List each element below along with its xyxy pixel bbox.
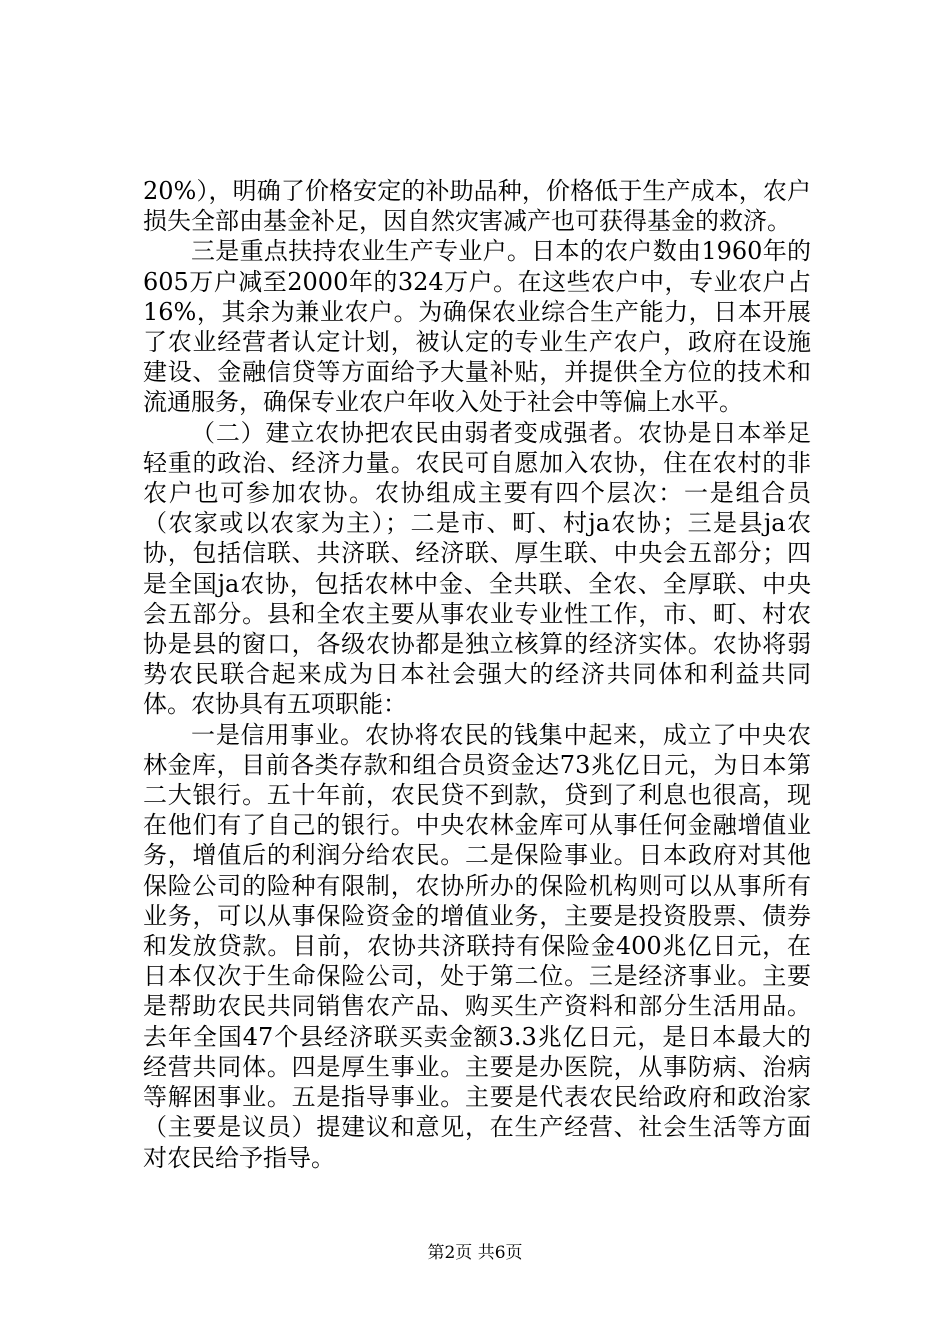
page-footer — [0, 1242, 950, 1264]
paragraph-cooperative-functions: 一是信用事业。农协将农民的钱集中起来，成立了中央农林金库，目前各类存款和组合员资金达73兆亿日元，为日本第二大银行。五十年前，农民贷不到款，贷到了利息也很高，现在他们有了自己的银行。中央农林金库可从事任何金融增值业务，增值后的利润分给农民。二是保险事业。日本政府对其他保险公司的险种有限制，农协所办的保险机构则可以从事所有业务，可以从事保险资金的增值业务，主要是投资股票、债券和发放贷款。目前，农协共济联持有保险金400兆亿日元，在日本仅次于生命保险公司，处于第二位。三是经济事业。主要是帮助农民共同销售农产品、购买生产资料和部分生活用品。去年全国47个县经济联买卖金额3.3兆亿日元，是日本最大的经营共同体。四是厚生事业。主要是办医院，从事防病、治病等解困事业。五是指导事业。主要是代表农民给政府和政治家（主要是议员）提建议和意见，在生产经营、社会生活等方面对农民给予指导。 — [143, 720, 811, 1172]
document-body — [143, 176, 811, 1173]
paragraph-continued: 20%），明确了价格安定的补助品种，价格低于生产成本，农户损失全部由基金补足，因自然灾害减产也可获得基金的救济。 — [143, 177, 811, 236]
paragraph-agricultural-cooperatives: （二）建立农协把农民由弱者变成强者。农协是日本举足轻重的政治、经济力量。农民可自愿加入农协，住在农村的非农户也可参加农协。农协组成主要有四个层次：一是组合员（农家或以农家为主）；二是市、町、村ja农协；三是县ja农协，包括信联、共济联、经济联、厚生联、中央会五部分；四是全国ja农协，包括农林中金、全共联、全农、全厚联、中央会五部分。县和全农主要从事农业专业性工作，市、町、村农协是县的窗口，各级农协都是独立核算的经济实体。农协将弱势农民联合起来成为日本社会强大的经济共同体和利益共同体。农协具有五项职能： — [143, 418, 811, 719]
page-number: 第2页 共6页 — [427, 1243, 523, 1263]
paragraph-specialized-farmers: 三是重点扶持农业生产专业户。日本的农户数由1960年的605万户减至2000年的324万户。在这些农户中，专业农户占16%，其余为兼业农户。为确保农业综合生产能力，日本开展了农业经营者认定计划，被认定的专业生产农户，政府在设施建设、金融信贷等方面给予大量补贴，并提供全方位的技术和流通服务，确保专业农户年收入处于社会中等偏上水平。 — [143, 237, 811, 417]
